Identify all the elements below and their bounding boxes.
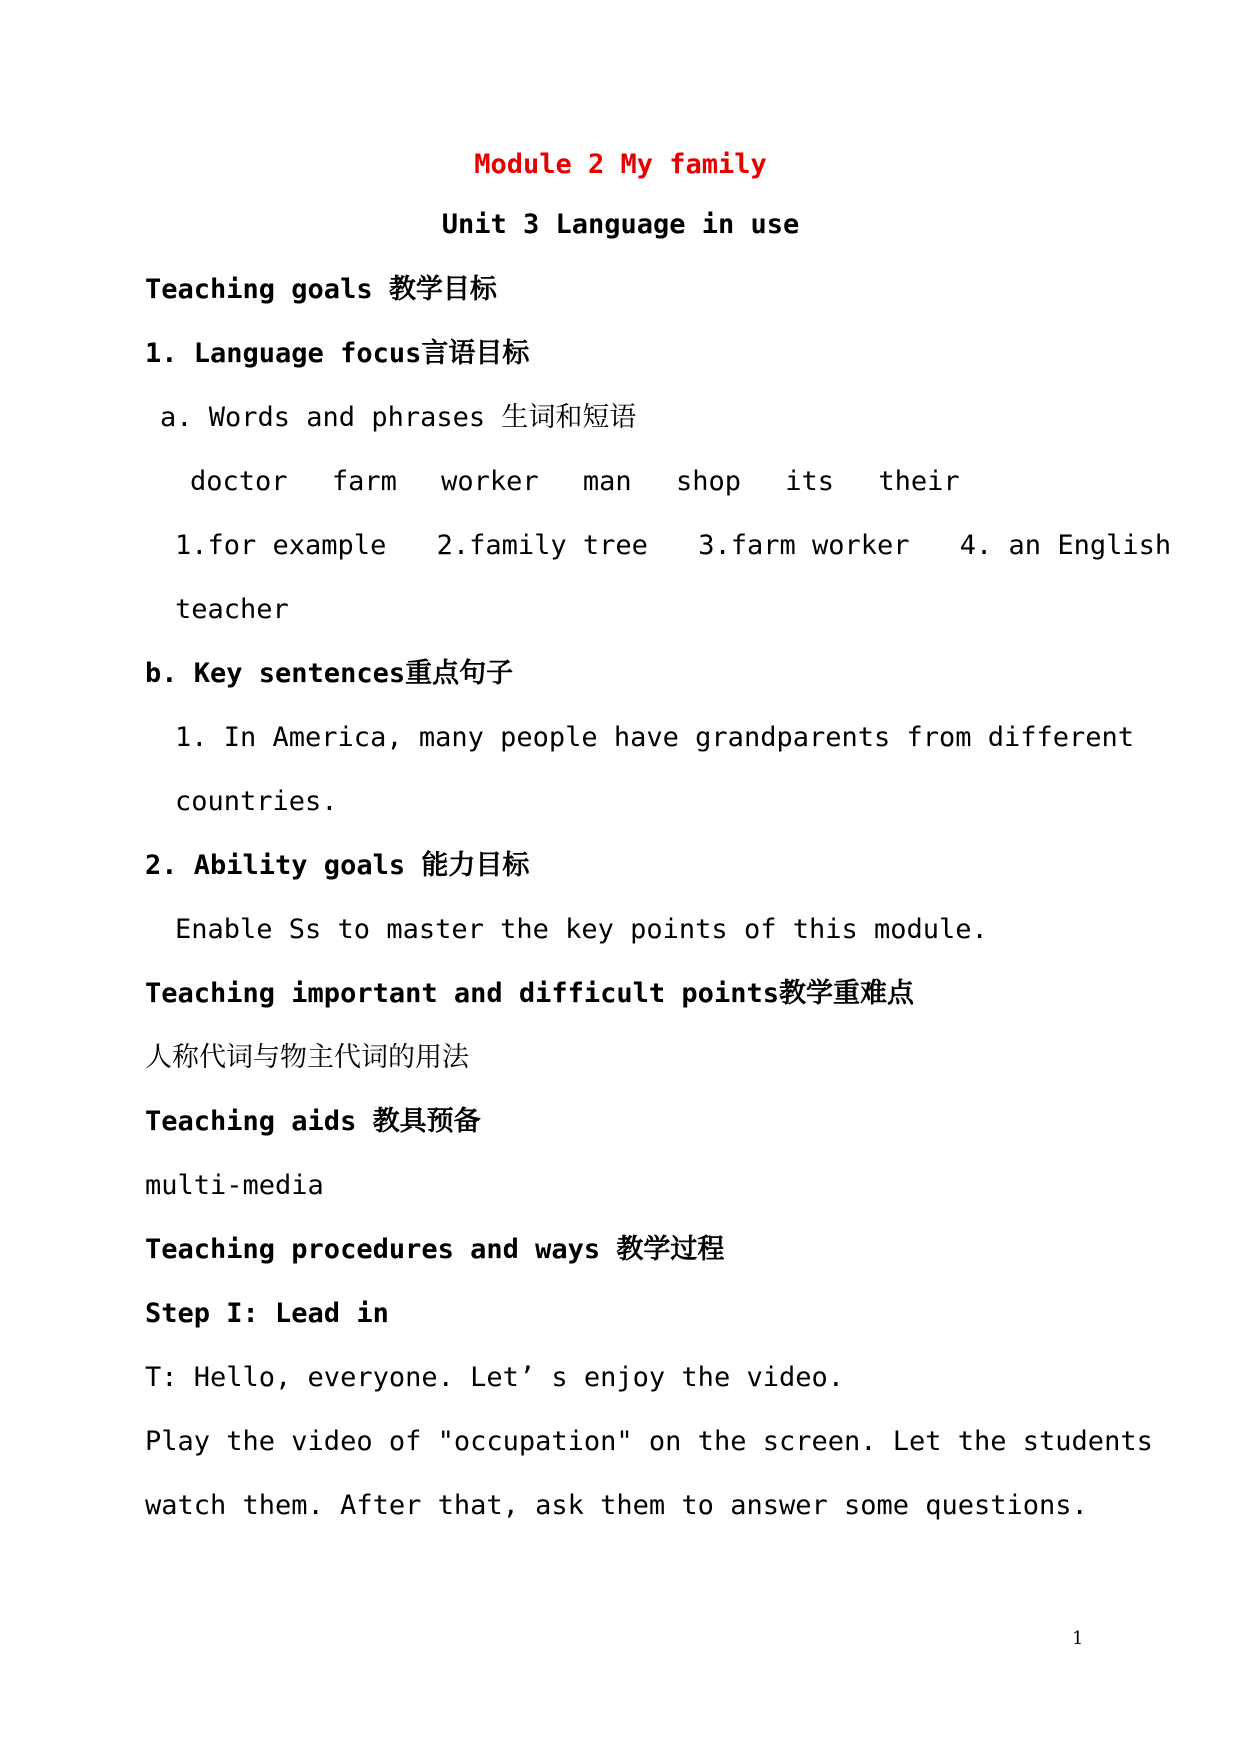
words-and-phrases-heading: a. Words and phrases 生词和短语 (160, 402, 637, 433)
document-title: Module 2 My family (474, 149, 767, 180)
word-item: worker (441, 466, 539, 497)
page-number: 1 (1072, 1628, 1084, 1649)
word-item: their (878, 466, 960, 497)
teaching-goals-heading: Teaching goals 教学目标 (145, 274, 497, 305)
important-points-heading: Teaching important and difficult points教学重难点 (145, 978, 914, 1009)
phrase-item: 4. an English (959, 530, 1172, 561)
word-item: shop (675, 466, 741, 497)
procedure-paragraph-line: Play the video of "occupation" on the screen. Let the students (145, 1426, 1153, 1457)
ability-goals-text: Enable Ss to master the key points of this module. (175, 914, 988, 945)
key-sentence-line: countries. (175, 786, 338, 817)
phrase-item: 1.for example (175, 530, 387, 561)
procedure-paragraph-line: watch them. After that, ask them to answer some questions. (145, 1490, 1088, 1521)
word-list (190, 464, 988, 500)
language-focus-heading: 1. Language focus言语目标 (145, 338, 530, 369)
word-item: doctor (190, 466, 288, 497)
teaching-aids-heading: Teaching aids 教具预备 (145, 1106, 481, 1137)
teaching-procedures-heading: Teaching procedures and ways 教学过程 (145, 1234, 725, 1265)
phrase-item: 2.family tree (436, 530, 648, 561)
step-heading: Step I: Lead in (145, 1298, 389, 1329)
word-item: man (582, 466, 632, 497)
teaching-aids-text: multi-media (145, 1170, 324, 1201)
phrase-continuation: teacher (175, 594, 289, 625)
ability-goals-heading: 2. Ability goals 能力目标 (145, 850, 530, 881)
important-points-text: 人称代词与物主代词的用法 (145, 1042, 469, 1073)
word-item: farm (331, 466, 397, 497)
phrase-list (175, 528, 1205, 564)
key-sentence-line: 1. In America, many people have grandparents from different (175, 722, 1135, 753)
teacher-dialog: T: Hello, everyone. Let’ s enjoy the video. (145, 1362, 844, 1393)
key-sentences-heading: b. Key sentences重点句子 (145, 658, 514, 689)
document-subtitle: Unit 3 Language in use (441, 209, 800, 240)
word-item: its (785, 466, 835, 497)
phrase-item: 3.farm worker (698, 530, 910, 561)
